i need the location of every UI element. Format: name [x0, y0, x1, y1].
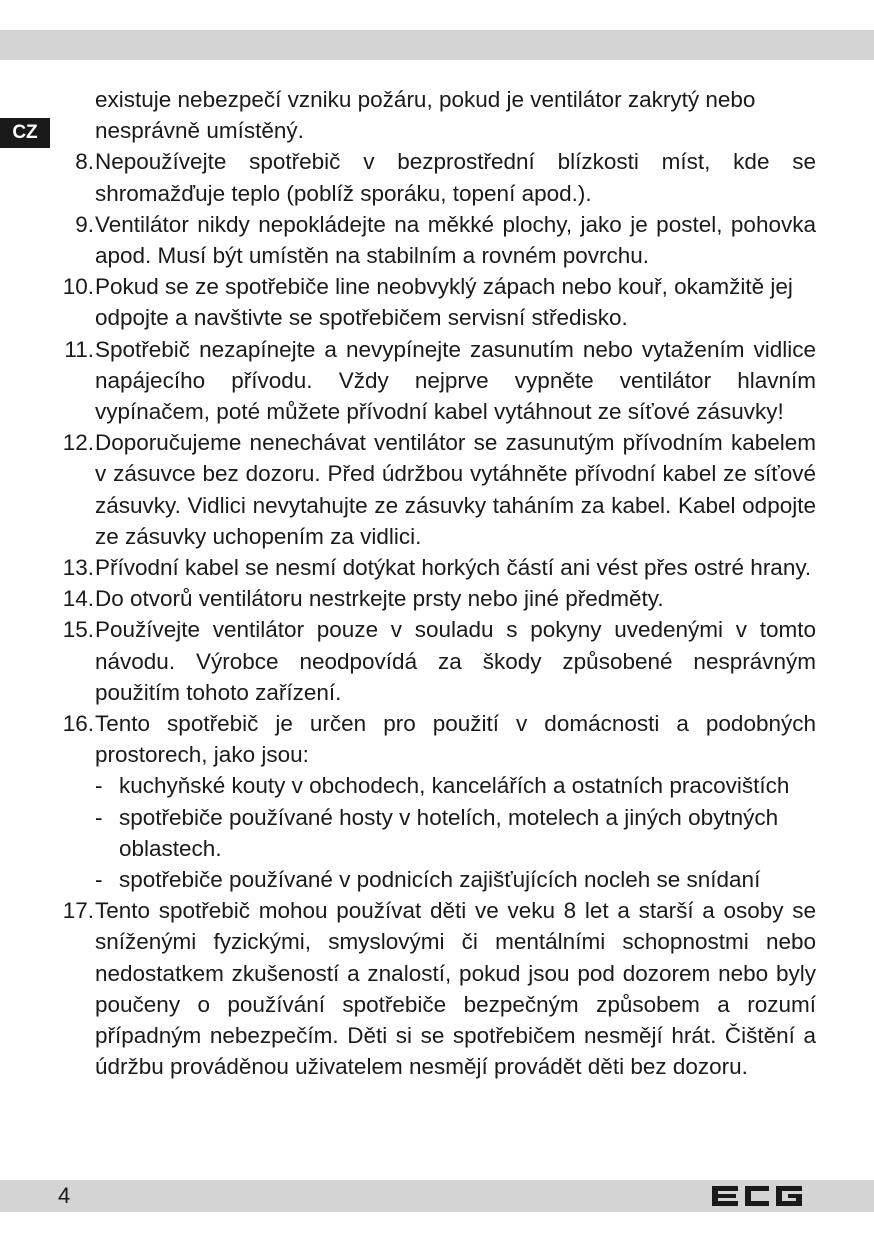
- item-text: Pokud se ze spotřebiče line neobvyklý zápach nebo kouř, okamžitě jej odpojte a navštivte se spotřebičem servisní středisko.: [95, 274, 793, 331]
- list-item: [58, 209, 816, 271]
- item-number: 15.: [62, 617, 94, 643]
- sub-list-item: [58, 802, 816, 864]
- list-item: [58, 552, 816, 583]
- item-text: Doporučujeme nenechávat ventilátor se zasunutým přívodním kabelem v zásuvce bez dozoru. Před údržbou vytáhněte přívodní kabel ze síťové zásuvky. Vidlici nevytahujte ze zásuvky taháním za kabel. Kabel odpojte ze zásuvky uchopením za vidlici.: [95, 430, 816, 549]
- item-number: 12.: [62, 430, 94, 456]
- list-item: [58, 895, 816, 1082]
- dash-bullet: -: [95, 867, 103, 893]
- item-number: 9.: [75, 211, 94, 237]
- header-band: [0, 30, 874, 60]
- intro-line: nesprávně umístěný.: [95, 118, 304, 144]
- list-item: [58, 583, 816, 614]
- list-item: [58, 708, 816, 770]
- item-text: Nepoužívejte spotřebič v bezprostřední blízkosti míst, kde se shromažďuje teplo (poblíž sporáku, topení apod.).: [95, 149, 816, 206]
- dash-bullet: -: [95, 804, 103, 830]
- item-number: 8.: [75, 149, 94, 175]
- item-text: Spotřebič nezapínejte a nevypínejte zasunutím nebo vytažením vidlice napájecího přívodu. Vždy nejprve vypněte ventilátor hlavním vypínačem, poté můžete přívodní kabel vytáhnout ze síťové zásuvky!: [95, 336, 816, 425]
- item-number: 14.: [62, 586, 94, 612]
- item-text: Do otvorů ventilátoru nestrkejte prsty nebo jiné předměty.: [95, 586, 664, 612]
- item-text: Používejte ventilátor pouze v souladu s pokyny uvedenými v tomto návodu. Výrobce neodpovídá za škody způsobené nesprávným použitím tohoto zařízení.: [95, 617, 816, 705]
- sub-item-text: spotřebiče používané v podnicích zajišťujících nocleh se snídaní: [119, 867, 761, 893]
- intro-line: existuje nebezpečí vzniku požáru, pokud je ventilátor zakrytý nebo: [95, 87, 756, 112]
- item-number: 16.: [62, 711, 94, 737]
- list-item: [58, 146, 816, 208]
- list-item: [58, 334, 816, 428]
- item-number: 11.: [64, 336, 94, 362]
- ecg-logo: [712, 1183, 804, 1209]
- page-number: 4: [58, 1183, 71, 1208]
- language-tab: CZ: [0, 118, 50, 148]
- item-text: Ventilátor nikdy nepokládejte na měkké plochy, jako je postel, pohovka apod. Musí být umístěn na stabilním a rovném povrchu.: [95, 211, 816, 269]
- item-text: Tento spotřebič je určen pro použití v domácnosti a podobných prostorech, jako jsou:: [95, 711, 816, 768]
- dash-bullet: -: [95, 773, 103, 799]
- sub-list-item: [58, 770, 816, 801]
- item-text: Tento spotřebič mohou používat děti ve veku 8 let a starší a osoby se sníženými fyzickými, smyslovými či mentálními schopnostmi nebo nedostatkem zkušeností a znalostí, pokud jsou pod dozorem nebo byly poučeny o používání spotřebiče bezpečným způsobem a rozumí případným nebezpečím. Děti si se spotřebičem nesmějí hrát. Čištění a údržbu prováděnou uživatelem nesmějí provádět děti bez dozoru.: [95, 898, 816, 1080]
- instructions-body: [58, 84, 816, 1083]
- item-number: 10.: [62, 274, 94, 300]
- list-item: [58, 427, 816, 552]
- item-text: Přívodní kabel se nesmí dotýkat horkých částí ani vést přes ostré hrany.: [95, 555, 812, 581]
- list-item: [58, 271, 816, 333]
- item-number: 17.: [62, 898, 94, 924]
- sub-list-item: [58, 864, 816, 895]
- list-item: [58, 614, 816, 708]
- sub-item-text: spotřebiče používané hosty v hotelích, motelech a jiných obytných oblastech.: [119, 804, 779, 861]
- sub-item-text: kuchyňské kouty v obchodech, kancelářích a ostatních pracovištích: [119, 773, 790, 799]
- item-number: 13.: [62, 555, 94, 581]
